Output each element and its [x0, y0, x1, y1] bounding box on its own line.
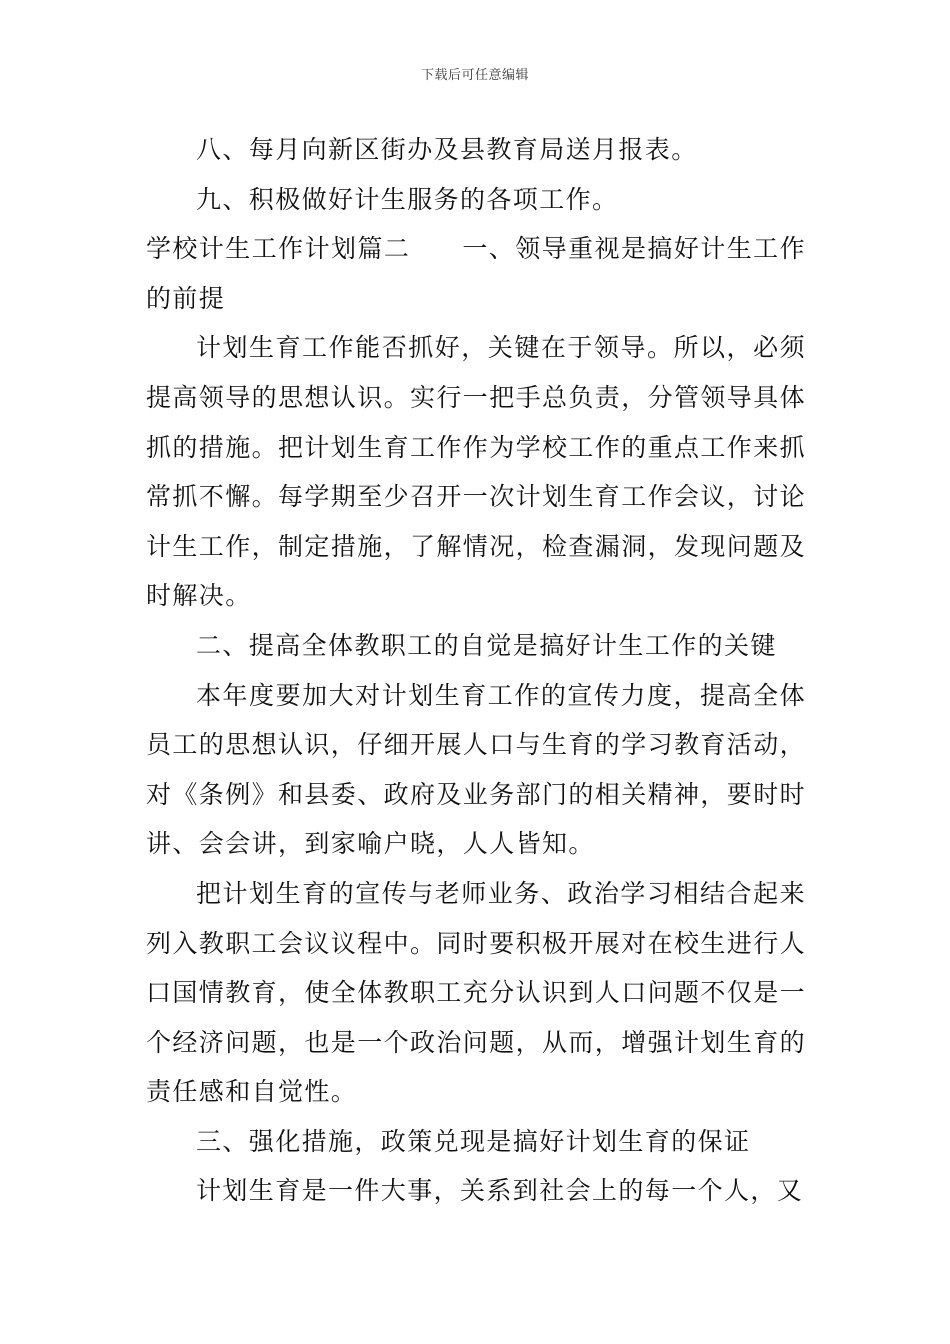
document-body — [146, 125, 806, 1216]
page-header: 下载后可任意编辑 — [420, 68, 529, 83]
section-heading-plan-two — [146, 224, 806, 323]
paragraph-item-9: 九、积极做好计生服务的各项工作。 — [196, 184, 619, 214]
paragraph-publicity: 本年度要加大对计划生育工作的宣传力度，提高全体员工的思想认识，仔细开展人口与生育的学习教育活动，对《条例》和县委、政府及业务部门的相关精神，要时时讲、会会讲，到家喻户晓，人人皆知。 — [146, 680, 807, 859]
paragraph-item-8: 八、每月向新区街办及县教育局送月报表。 — [196, 135, 698, 164]
paragraph-measures: 计划生育是一件大事，关系到社会上的每一个人，又 — [196, 1176, 804, 1206]
paragraph-education: 把计划生育的宣传与老师业务、政治学习相结合起来列入教职工会议议程中。同时要积极开展对在校生进行人口国情教育，使全体教职工充分认识到人口问题不仅是一个经济问题，也是一个政治问题，从而，增强计划生育的责任感和自觉性。 — [146, 878, 807, 1107]
heading-section-three: 三、强化措施，政策兑现是搞好计划生育的保证 — [196, 1126, 751, 1156]
paragraph-leadership: 计划生育工作能否抓好，关键在于领导。所以，必须提高领导的思想认识。实行一把手总负责，分管领导具体抓的措施。把计划生育工作作为学校工作的重点工作来抓常抓不懈。每学期至少召开一次计划生育工作会议，讨论计生工作，制定措施，了解情况，检查漏洞，发现问题及时解决。 — [146, 333, 807, 611]
section-subtitle: 一、领导重视是搞好计生工作的前提 — [146, 234, 806, 313]
heading-section-two: 二、提高全体教职工的自觉是搞好计生工作的关键 — [196, 630, 777, 660]
section-title: 学校计生工作计划篇二 — [146, 234, 411, 264]
